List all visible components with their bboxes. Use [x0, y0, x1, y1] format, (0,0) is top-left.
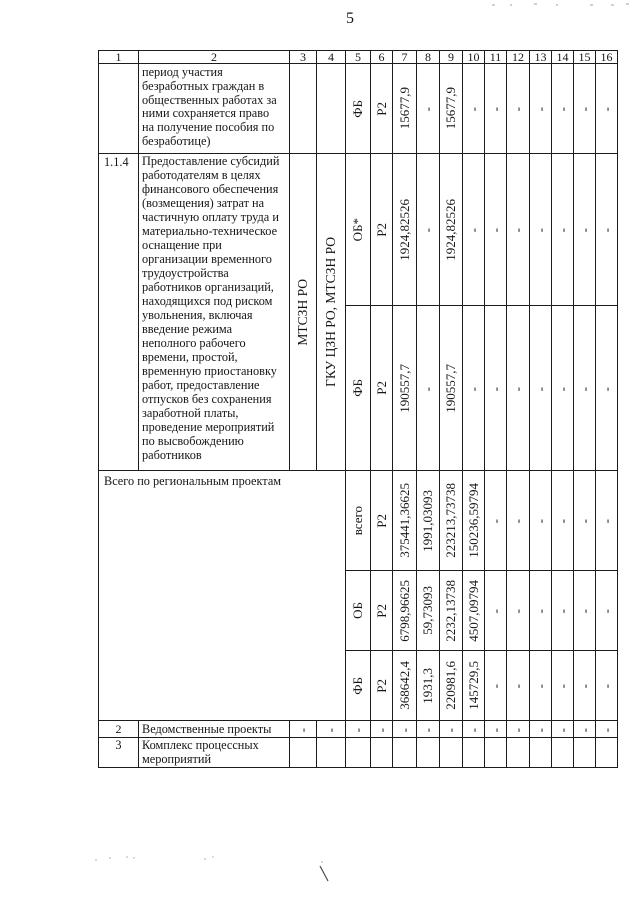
cell-col-15	[574, 571, 596, 651]
cell-col-15	[574, 721, 596, 738]
cell-col-15	[574, 651, 596, 721]
empty-cell	[463, 738, 485, 768]
cell-col-12	[507, 64, 530, 154]
cell-col-10	[463, 64, 485, 154]
cell-col-11	[485, 306, 507, 471]
cell-col-11	[485, 64, 507, 154]
cell-value: -	[554, 727, 570, 732]
section-label: Комплекс процессных мероприятий	[139, 738, 290, 768]
cell-value: -	[554, 386, 570, 391]
cell-value: -	[598, 107, 614, 112]
cell-col-16	[596, 721, 618, 738]
cell-col-7	[393, 154, 417, 306]
cell-col-7	[393, 471, 417, 571]
cell-value: 223213,73738	[443, 483, 458, 558]
cell-col-12	[507, 306, 530, 471]
cell-value: 190557,7	[396, 363, 412, 413]
cell-col-5	[346, 721, 371, 738]
cell-value: 1931,3	[420, 667, 435, 704]
cell-value: -	[598, 609, 614, 614]
cell-col-16	[596, 306, 618, 471]
cell-value: -	[420, 107, 435, 112]
column-number: 12	[507, 51, 530, 64]
column-number: 2	[139, 51, 290, 64]
cell-value: 15677,9	[396, 87, 412, 130]
cell-col-6	[371, 64, 393, 154]
cell-value: -	[532, 386, 548, 391]
cell-value: -	[465, 727, 481, 732]
cell-value: -	[487, 609, 503, 614]
cell-col-14	[552, 306, 574, 471]
project-code: Р2	[373, 603, 389, 618]
cell-col-10	[463, 471, 485, 571]
cell-value: -	[532, 609, 548, 614]
cell-value: -	[487, 228, 503, 233]
cell-value: -	[510, 609, 525, 614]
cell-value: 1924,82526	[396, 198, 412, 261]
cell-value: 15677,9	[443, 87, 458, 130]
measure-name: период участия безработных граждан в общественных работах за ними сохраняется право на получение пособия по безработице)	[139, 64, 290, 154]
cell-value: -	[576, 107, 592, 112]
cell-value: 2232,13738	[443, 579, 458, 642]
cell-col-13	[530, 721, 552, 738]
column-number: 8	[417, 51, 440, 64]
cell-value: -	[396, 727, 412, 732]
cell-value: -	[598, 684, 614, 689]
cell-value: 375441,36625	[396, 483, 412, 558]
cell-col-10	[463, 306, 485, 471]
cell-col-7	[393, 651, 417, 721]
cell-col-6	[371, 721, 393, 738]
cell-col-13	[530, 571, 552, 651]
cell-col-12	[507, 651, 530, 721]
cell-col-15	[574, 471, 596, 571]
cell-col-5	[346, 64, 371, 154]
project-code: Р2	[373, 513, 389, 528]
cell-col-14	[552, 471, 574, 571]
cell-value: -	[554, 609, 570, 614]
project-code: Р2	[373, 678, 389, 693]
cell-value: -	[576, 386, 592, 391]
column-number: 15	[574, 51, 596, 64]
project-code: Р2	[373, 101, 389, 116]
cell-value: -	[510, 107, 525, 112]
cell-col-4	[317, 721, 346, 738]
funding-source: ОБ*	[350, 217, 365, 242]
cell-col-12	[507, 721, 530, 738]
cell-col-8	[417, 64, 440, 154]
cell-col-10	[463, 571, 485, 651]
cell-value: -	[465, 228, 481, 233]
cell-col-7	[393, 64, 417, 154]
cell-value: -	[598, 386, 614, 391]
cell-value: -	[532, 228, 548, 233]
cell-value: 368642,4	[396, 661, 412, 710]
funding-source: ОБ	[350, 602, 365, 619]
page-number: 5	[346, 10, 354, 27]
cell-col-9	[440, 571, 463, 651]
cell-value: -	[487, 519, 503, 524]
cell-col-11	[485, 721, 507, 738]
cell-value: -	[295, 727, 310, 732]
cell-col-12	[507, 471, 530, 571]
empty-cell	[290, 64, 317, 154]
column-number-row	[99, 51, 618, 64]
cell-value: -	[532, 684, 548, 689]
cell-col-10	[463, 651, 485, 721]
cell-col-5	[346, 571, 371, 651]
cell-value: -	[510, 727, 525, 732]
cell-value: -	[532, 107, 548, 112]
cell-col-16	[596, 651, 618, 721]
cell-col-3	[290, 721, 317, 738]
cell-col-8	[417, 651, 440, 721]
cell-value: -	[576, 684, 592, 689]
cell-col-15	[574, 64, 596, 154]
section-number: 2	[99, 721, 139, 738]
cell-col-14	[552, 571, 574, 651]
cell-col-11	[485, 471, 507, 571]
cell-value: 150236,59794	[465, 483, 481, 558]
measure-number: 1.1.4	[99, 154, 139, 471]
cell-value: -	[598, 519, 614, 524]
cell-value: -	[510, 519, 525, 524]
cell-value: 4507,09794	[465, 579, 481, 642]
cell-value: -	[510, 684, 525, 689]
cell-value: -	[576, 727, 592, 732]
empty-cell	[507, 738, 530, 768]
cell-col-7	[393, 306, 417, 471]
cell-value: -	[576, 609, 592, 614]
cell-col-14	[552, 721, 574, 738]
column-number: 3	[290, 51, 317, 64]
cell-col-9	[440, 154, 463, 306]
cell-value: 145729,5	[465, 661, 481, 710]
empty-cell	[530, 738, 552, 768]
cell-value: -	[420, 727, 435, 732]
cell-col-11	[485, 651, 507, 721]
cell-col-13	[530, 651, 552, 721]
cell-col-9	[440, 306, 463, 471]
section-label: Ведомственные проекты	[139, 721, 290, 738]
column-number: 11	[485, 51, 507, 64]
column-number: 13	[530, 51, 552, 64]
cell-value: -	[598, 727, 614, 732]
cell-value: -	[420, 386, 435, 391]
cell-value: -	[554, 228, 570, 233]
cell-col-14	[552, 154, 574, 306]
cell-value: -	[576, 228, 592, 233]
section-number: 3	[99, 738, 139, 768]
funding-source: ФБ	[350, 676, 365, 695]
cell-col-10	[463, 721, 485, 738]
cell-col-16	[596, 571, 618, 651]
cell-value: 1924,82526	[443, 198, 458, 261]
empty-cell	[393, 738, 417, 768]
cell-value: -	[510, 228, 525, 233]
cell-col-10	[463, 154, 485, 306]
cell-col-16	[596, 64, 618, 154]
cell-value: -	[443, 727, 458, 732]
cell-col-11	[485, 154, 507, 306]
cell-col-6	[371, 154, 393, 306]
cell-value: -	[510, 386, 525, 391]
cell-value: -	[420, 228, 435, 233]
program-table	[98, 50, 618, 768]
cell-col-5	[346, 154, 371, 306]
column-number: 1	[99, 51, 139, 64]
cell-col-8	[417, 154, 440, 306]
cell-value: -	[532, 727, 548, 732]
table-row-3	[99, 738, 618, 768]
cell-value: -	[554, 684, 570, 689]
empty-cell	[417, 738, 440, 768]
cell-value: -	[554, 107, 570, 112]
cell-value: -	[598, 228, 614, 233]
cell-col-7	[393, 721, 417, 738]
cell-value: -	[350, 727, 365, 732]
column-number: 6	[371, 51, 393, 64]
cell-col-9	[440, 651, 463, 721]
cell-col-13	[530, 64, 552, 154]
column-number: 16	[596, 51, 618, 64]
column-number: 10	[463, 51, 485, 64]
empty-cell	[552, 738, 574, 768]
cell-value: 220981,6	[443, 661, 458, 710]
executor-cell	[290, 154, 317, 471]
cell-col-9	[440, 721, 463, 738]
cell-col-14	[552, 651, 574, 721]
cell-col-16	[596, 154, 618, 306]
cell-value: -	[465, 107, 481, 112]
table-row-2	[99, 721, 618, 738]
column-number: 9	[440, 51, 463, 64]
cell-col-16	[596, 471, 618, 571]
cell-value: -	[487, 684, 503, 689]
project-code: Р2	[373, 381, 389, 396]
column-number: 14	[552, 51, 574, 64]
cell-col-12	[507, 154, 530, 306]
funding-source: ФБ	[350, 99, 365, 118]
table-row-continuation	[99, 64, 618, 154]
total-regional-label: Всего по региональным проектам	[99, 471, 346, 721]
cell-value: 190557,7	[443, 363, 458, 413]
cell-col-12	[507, 571, 530, 651]
cell-value: -	[487, 386, 503, 391]
empty-cell	[574, 738, 596, 768]
cell-col-6	[371, 306, 393, 471]
project-code: Р2	[373, 222, 389, 237]
cell-col-9	[440, 64, 463, 154]
cell-col-13	[530, 306, 552, 471]
cell-col-8	[417, 471, 440, 571]
measure-name: Предоставление субсидий работодателям в целях финансового обеспечения (возмещения) затрат на частичную оплату труда и материально-техническое оснащение при организации временного трудоустройства работников организаций, находящихся под риском увольнения, включая введение режима неполного рабочего времени, простой, временную приостановку работ, предоставление отпусков без сохранения заработной платы, проведение мероприятий по высвобождению работников	[139, 154, 290, 471]
empty-cell	[596, 738, 618, 768]
cell-value: -	[532, 519, 548, 524]
cell-value: -	[554, 519, 570, 524]
column-number: 7	[393, 51, 417, 64]
empty-cell	[99, 64, 139, 154]
cell-value: 1991,03093	[420, 489, 435, 552]
column-number: 4	[317, 51, 346, 64]
participants-cell	[317, 154, 346, 471]
cell-col-13	[530, 154, 552, 306]
cell-value: 6798,96625	[396, 579, 412, 642]
funding-source: ФБ	[350, 379, 365, 397]
column-number: 5	[346, 51, 371, 64]
cell-col-6	[371, 651, 393, 721]
cell-col-13	[530, 471, 552, 571]
cell-col-15	[574, 154, 596, 306]
cell-value: -	[576, 519, 592, 524]
empty-cell	[317, 738, 346, 768]
cell-col-7	[393, 571, 417, 651]
cell-value: -	[465, 386, 481, 391]
cell-col-8	[417, 571, 440, 651]
table-row-total-all	[99, 471, 618, 571]
cell-col-11	[485, 571, 507, 651]
empty-cell	[371, 738, 393, 768]
cell-value: -	[323, 727, 338, 732]
table-row-1-1-4-a	[99, 154, 618, 306]
cell-col-5	[346, 651, 371, 721]
empty-cell	[346, 738, 371, 768]
empty-cell	[317, 64, 346, 154]
empty-cell	[485, 738, 507, 768]
cell-col-15	[574, 306, 596, 471]
cell-col-14	[552, 64, 574, 154]
cell-col-9	[440, 471, 463, 571]
cell-col-5	[346, 471, 371, 571]
cell-value: -	[373, 727, 389, 732]
cell-value: -	[487, 107, 503, 112]
empty-cell	[290, 738, 317, 768]
cell-value: 59,73093	[420, 586, 435, 635]
cell-col-8	[417, 306, 440, 471]
empty-cell	[440, 738, 463, 768]
executor: МТСЗН РО	[295, 278, 310, 346]
cell-col-6	[371, 571, 393, 651]
cell-value: -	[487, 727, 503, 732]
cell-col-8	[417, 721, 440, 738]
participants: ГКУ ЦЗН РО, МТСЗН РО	[323, 237, 338, 387]
cell-col-6	[371, 471, 393, 571]
funding-source: всего	[350, 505, 365, 536]
cell-col-5	[346, 306, 371, 471]
